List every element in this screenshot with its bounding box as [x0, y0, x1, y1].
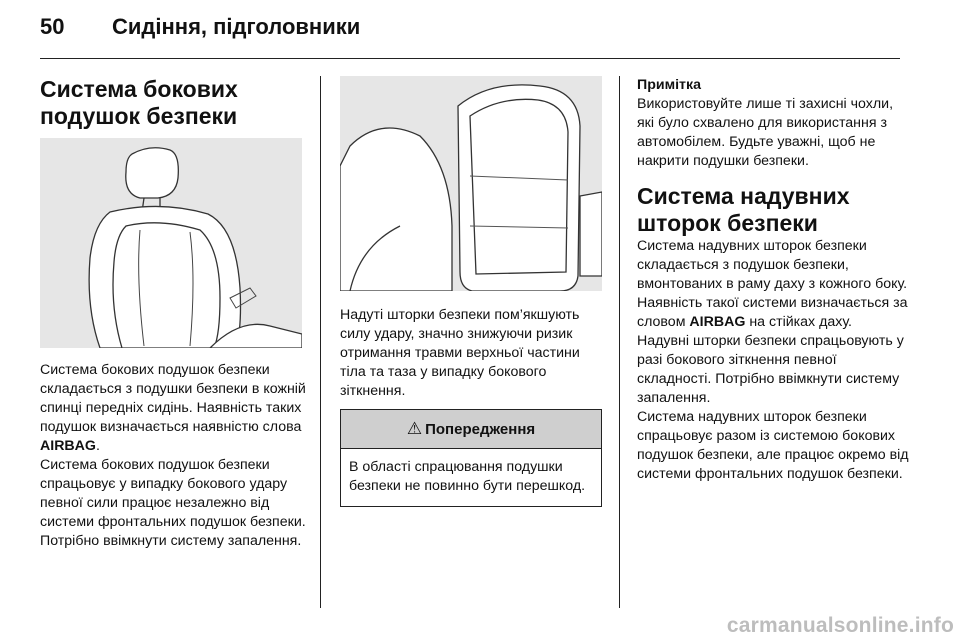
curtain-system-para1: Система надувних шторок безпеки складається з подушок безпеки, вмонтованих в раму даху з кожного боку. Наявність такої системи визначається за словом AIRBAG на стійках даху.: [637, 238, 908, 330]
airbag-label-2: AIRBAG: [689, 314, 746, 330]
running-title: Сидіння, підголовники: [112, 14, 361, 39]
watermark: carmanualsonline.info: [726, 614, 954, 637]
header-rule: [40, 58, 900, 59]
seat-airbag-illustration: [40, 138, 302, 348]
curtain-system-para3: Система надувних шторок безпеки спрацьовує разом із системою бокових подушок безпеки, але працює окремо від системи фронтальних подушок безпеки.: [637, 409, 909, 482]
airbag-drawing: [340, 76, 602, 291]
warning-triangle-icon: ⚠: [406, 419, 423, 438]
curtain-airbag-heading: Система надувних шторок безпеки: [637, 183, 850, 236]
warning-box: [340, 409, 602, 507]
note-text: Використовуйте лише ті захисні чохли, які було схвалено для використання з автомобілем. Будьте уважні, щоб не накрити подушки безпеки.: [637, 96, 894, 169]
note-title: Примітка: [637, 77, 701, 93]
page-number: 50: [40, 14, 65, 39]
inflated-airbag-illustration: [340, 76, 602, 291]
curtain-airbag-para: Надуті шторки безпеки пом’якшують силу удару, значно знижуючи ризик отримання травми верхньої частини тіла та таза у випадку бокового зіткнення.: [340, 307, 580, 399]
column-divider-1: [320, 76, 321, 608]
curtain-system-para2: Надувні шторки безпеки спрацьовують у разі бокового зіткнення певної складності. Потрібно ввімкнути систему запалення.: [637, 333, 904, 406]
warning-header: [341, 410, 601, 449]
warning-title: Попередження: [425, 420, 536, 438]
side-airbag-para2: Система бокових подушок безпеки спрацьовує у випадку бокового удару певної сили працює незалежно від системи фронтальних подушок безпеки. Потрібно ввімкнути систему запалення.: [40, 457, 306, 549]
side-airbag-para1: Система бокових подушок безпеки складається з подушки безпеки в кожній спинці передніх сидінь. Наявність таких подушок визначається наявністю слова AIRBAG.: [40, 362, 306, 454]
seat-drawing: [40, 138, 302, 348]
warning-text: В області спрацювання подушки безпеки не повинно бути перешкод.: [349, 459, 586, 494]
column-1: [40, 76, 308, 551]
column-2: [340, 76, 602, 507]
column-divider-2: [619, 76, 620, 608]
airbag-label: AIRBAG: [40, 438, 96, 454]
side-airbag-heading: Система бокових подушок безпеки: [40, 76, 238, 129]
column-3: [637, 76, 909, 484]
page-header: [0, 0, 960, 60]
